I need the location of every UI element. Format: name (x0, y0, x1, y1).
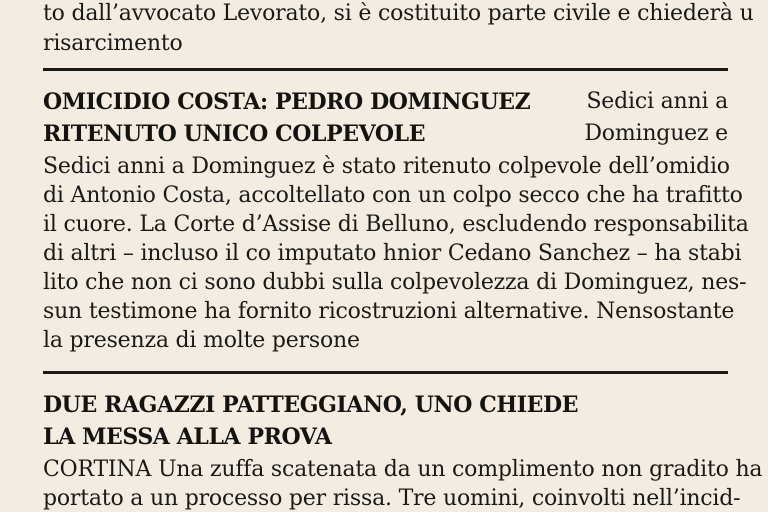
article-side-text: Dominguez e (584, 121, 728, 146)
article-body-line: la presenza di molte persone (43, 328, 360, 353)
top-article-line: to dall’avvocato Levorato, si è costituito parte civile e chiederà u (43, 1, 754, 26)
article-headline: LA MESSA ALLA PROVA (43, 424, 332, 450)
article-headline: DUE RAGAZZI PATTEGGIANO, UNO CHIEDE (43, 392, 579, 418)
article-side-text: Sedici anni a (586, 89, 728, 114)
article-headline: OMICIDIO COSTA: PEDRO DOMINGUEZ (43, 89, 531, 115)
article-body-line: il cuore. La Corte d’Assise di Belluno, escludendo responsabilita (43, 212, 749, 237)
article-body-line: Sedici anni a Dominguez è stato ritenuto colpevole dell’omidio (43, 154, 730, 179)
article-body-line: di Antonio Costa, accoltellato con un colpo secco che ha trafitto (43, 183, 743, 208)
article-body-line: di altri – incluso il co imputato hnior Cedano Sanchez – ha stabi (43, 241, 742, 266)
section-divider (43, 68, 728, 71)
top-article-line: risarcimento (43, 31, 183, 56)
article-body-line: portato a un processo per rissa. Tre uomini, coinvolti nell’incid- (43, 486, 741, 511)
article-headline: RITENUTO UNICO COLPEVOLE (43, 121, 426, 147)
article-body-line: CORTINA Una zuffa scatenata da un complimento non gradito ha (43, 457, 763, 482)
article-body-line: lito che non ci sono dubbi sulla colpevolezza di Dominguez, nes- (43, 270, 747, 295)
section-divider (43, 371, 728, 374)
article-body-line: sun testimone ha fornito ricostruzioni alternative. Nensostante (43, 299, 735, 324)
